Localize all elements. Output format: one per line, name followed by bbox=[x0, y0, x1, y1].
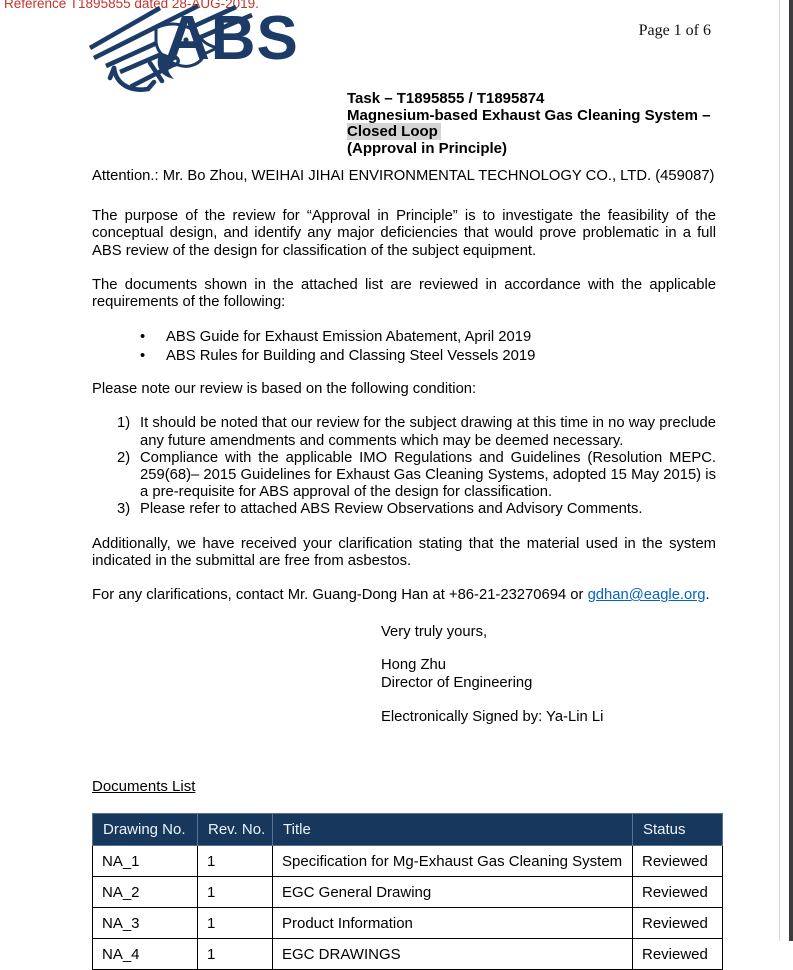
table-row bbox=[93, 939, 723, 970]
table-row bbox=[93, 877, 723, 908]
table-header-cell: Drawing No. bbox=[93, 814, 198, 846]
documents-review-paragraph: The documents shown in the attached list are reviewed in accordance with the applicable requirements of the following: bbox=[92, 276, 716, 311]
bullet-list-item: • ABS Rules for Building and Classing Steel Vessels 2019 bbox=[92, 347, 716, 366]
cell-drawing-no: NA_2 bbox=[93, 877, 198, 908]
viewer-edge bbox=[789, 0, 793, 941]
contact-line: For any clarifications, contact Mr. Guang-Dong Han at +86-21-23270694 or gdhan@eagle.org. bbox=[92, 587, 710, 604]
cell-rev-no: 1 bbox=[198, 877, 273, 908]
list-number: 1) bbox=[117, 415, 131, 432]
table-header-cell: Rev. No. bbox=[198, 814, 273, 846]
cell-rev-no: 1 bbox=[198, 846, 273, 877]
task-highlighted-text: Closed Loop bbox=[347, 123, 441, 140]
cell-rev-no: 1 bbox=[198, 939, 273, 970]
cell-title: EGC DRAWINGS bbox=[273, 939, 633, 970]
signer-name: Hong Zhu bbox=[381, 657, 446, 674]
cell-title: EGC General Drawing bbox=[273, 877, 633, 908]
numbered-list-item: 3) Please refer to attached ABS Review Observations and Advisory Comments. bbox=[117, 501, 643, 518]
bullet-list-item: • ABS Guide for Exhaust Emission Abatement, April 2019 bbox=[92, 328, 716, 347]
cell-status: Reviewed bbox=[633, 846, 723, 877]
page-edge-line bbox=[779, 0, 780, 941]
closing-line: Very truly yours, bbox=[381, 624, 488, 641]
condition-intro: Please note our review is based on the following condition: bbox=[92, 381, 477, 398]
task-line-2: Magnesium-based Exhaust Gas Cleaning System – bbox=[347, 106, 711, 124]
asbestos-paragraph: Additionally, we have received your clarification stating that the material used in the system indicated in the submittal are free from asbestos. bbox=[92, 535, 716, 569]
cell-status: Reviewed bbox=[633, 877, 723, 908]
task-heading bbox=[347, 91, 747, 157]
task-line-3 bbox=[347, 124, 747, 141]
cell-drawing-no: NA_1 bbox=[93, 846, 198, 877]
page-number: Page 1 of 6 bbox=[638, 22, 711, 39]
table-header-cell: Status bbox=[633, 814, 723, 846]
cell-title: Product Information bbox=[273, 908, 633, 939]
attention-line: Attention.: Mr. Bo Zhou, WEIHAI JIHAI ENVIRONMENTAL TECHNOLOGY CO., LTD. (459087) bbox=[92, 168, 715, 184]
table-header-cell: Title bbox=[273, 814, 633, 846]
cell-status: Reviewed bbox=[633, 939, 723, 970]
electronic-signature-line: Electronically Signed by: Ya-Lin Li bbox=[381, 708, 604, 725]
purpose-paragraph: The purpose of the review for “Approval in Principle” is to investigate the feasibility of the conceptual design, and identify any major deficiencies that would prove problematic in a full ABS review of the design for classification of the subject equipment. bbox=[92, 208, 716, 259]
email-link[interactable]: gdhan@eagle.org bbox=[587, 587, 706, 604]
cell-title: Specification for Mg-Exhaust Gas Cleaning System bbox=[273, 846, 633, 877]
rules-bullet-list bbox=[92, 328, 716, 366]
bullet-icon bbox=[140, 347, 166, 366]
task-line-1: Task – T1895855 / T1895874 bbox=[347, 90, 545, 107]
letter-body bbox=[92, 168, 716, 970]
abs-logo bbox=[86, 2, 326, 90]
cell-status: Reviewed bbox=[633, 908, 723, 939]
task-line-4: (Approval in Principle) bbox=[347, 139, 508, 157]
table-header-row bbox=[93, 814, 723, 846]
cell-drawing-no: NA_3 bbox=[93, 908, 198, 939]
signer-title: Director of Engineering bbox=[381, 674, 533, 691]
numbered-list-item: 1) It should be noted that our review for the subject drawing at this time in no way preclude any future amendments and comments which may be deemed necessary. bbox=[117, 415, 716, 449]
table-row bbox=[93, 846, 723, 877]
cell-drawing-no: NA_4 bbox=[93, 939, 198, 970]
signature-block bbox=[381, 624, 716, 692]
reference-line: Reference T1895855 dated 28-AUG-2019. bbox=[4, 0, 259, 11]
bullet-icon bbox=[140, 328, 166, 347]
numbered-list-item: 2) Compliance with the applicable IMO Regulations and Guidelines (Resolution MEPC. 259(68)– 2015 Guidelines for Exhaust Gas Cleaning Systems, adopted 15 May 2015) is a pre-requisite for ABS approval of the design for classification. bbox=[117, 449, 716, 501]
list-number: 3) bbox=[117, 501, 131, 518]
cell-rev-no: 1 bbox=[198, 908, 273, 939]
documents-list-heading: Documents List bbox=[92, 778, 196, 796]
table-row bbox=[93, 908, 723, 939]
abs-logo-text: ABS bbox=[165, 4, 299, 73]
conditions-numbered-list bbox=[92, 415, 716, 518]
list-number: 2) bbox=[117, 449, 131, 466]
documents-table bbox=[92, 813, 723, 970]
